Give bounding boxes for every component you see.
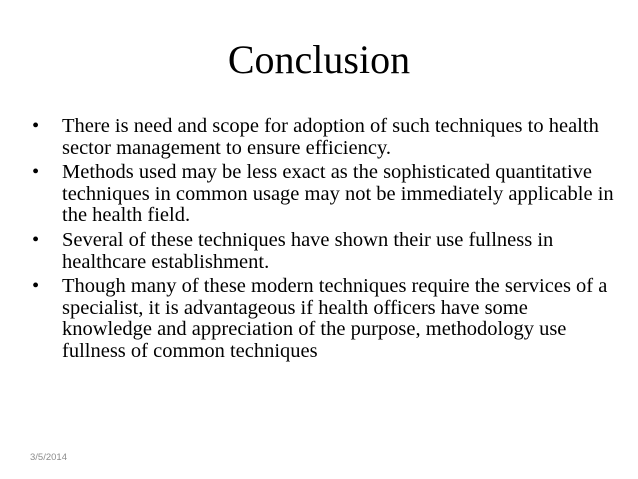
bullet-icon: • xyxy=(32,115,40,137)
bullet-item xyxy=(30,276,620,362)
bullet-icon: • xyxy=(32,161,40,184)
bullet-text: Methods used may be less exact as the sophisticated quantitative techniques in common usage may not be immediately applicable in the health field. xyxy=(62,161,614,227)
slide-date: 3/5/2014 xyxy=(30,452,67,463)
bullet-list xyxy=(30,116,620,366)
bullet-text: There is need and scope for adoption of such techniques to health sector management to ensure efficiency. xyxy=(62,115,599,159)
bullet-item xyxy=(30,116,620,159)
bullet-icon: • xyxy=(32,228,40,251)
bullet-icon: • xyxy=(32,275,40,298)
bullet-text: Several of these techniques have shown their use fullness in healthcare establishment. xyxy=(62,228,554,273)
bullet-text: Though many of these modern techniques require the services of a specialist, it is advantageous if health officers have some knowledge and appreciation of the purpose, methodology use fullness of common techniques xyxy=(62,275,608,362)
slide-title: Conclusion xyxy=(227,37,411,82)
bullet-item xyxy=(30,230,620,273)
bullet-item xyxy=(30,162,620,227)
